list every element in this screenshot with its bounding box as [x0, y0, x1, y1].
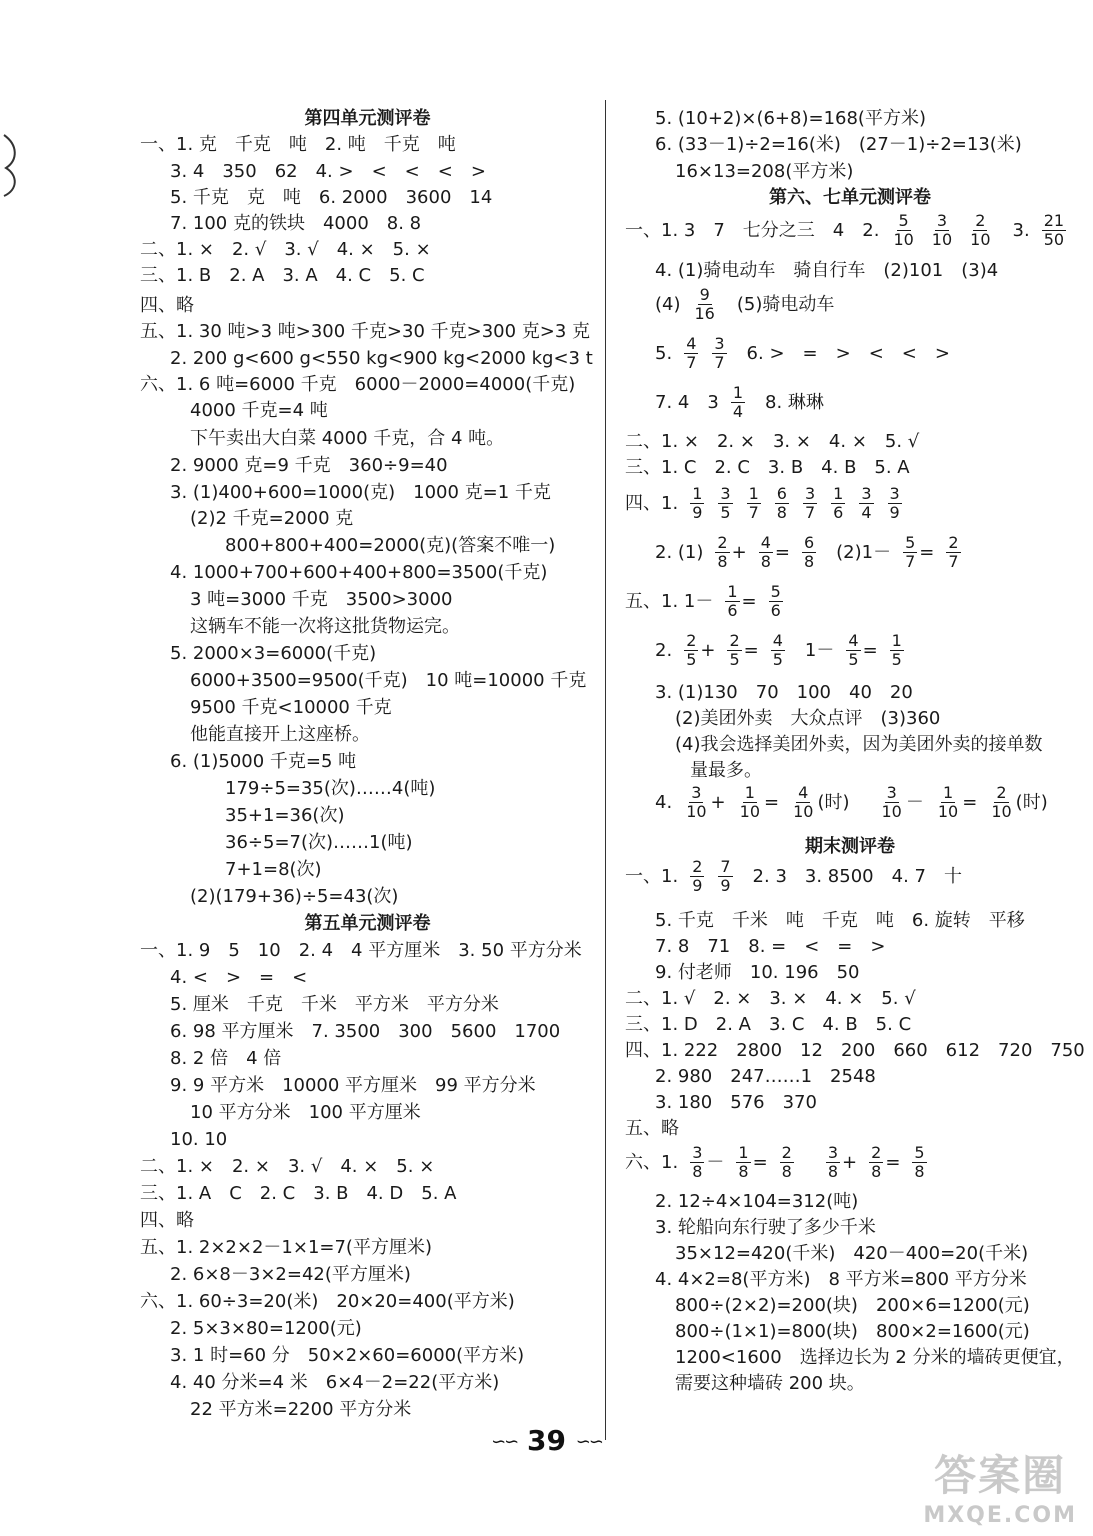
- right-column-answer-line: 35×12=420(千米) 420－400=20(千米): [675, 1243, 1029, 1264]
- answer-text: =: [743, 639, 759, 661]
- fraction-numerator: 5: [770, 582, 781, 601]
- fraction: [891, 212, 915, 250]
- fraction-denominator: 10: [970, 230, 991, 250]
- fraction-denominator: 7: [714, 353, 725, 373]
- left-column-answer-line: 36÷5=7(次)……1(吨): [225, 832, 413, 853]
- left-column-answer-line: 10 平方分米 100 平方厘米: [190, 1102, 421, 1123]
- fraction: [769, 583, 783, 621]
- answer-text: 2. (1): [655, 541, 704, 563]
- right-column-answer-line-with-fractions: [625, 1144, 929, 1182]
- answer-text: －: [905, 791, 924, 813]
- fraction-numerator: 1: [692, 484, 703, 503]
- fraction: [718, 485, 732, 523]
- fraction-numerator: 1: [744, 783, 755, 802]
- fraction: [968, 212, 992, 250]
- fraction: [718, 858, 732, 896]
- fraction-denominator: 6: [727, 601, 738, 621]
- answer-text: [796, 1152, 814, 1173]
- watermark-line1: 答案圈: [934, 1451, 1067, 1500]
- answer-text: (2)1－: [818, 541, 892, 563]
- fraction-numerator: 1: [891, 631, 902, 650]
- fraction: [715, 534, 729, 572]
- fraction-denominator: 8: [827, 1162, 839, 1182]
- answer-text: 4.: [655, 791, 673, 813]
- fraction-denominator: 7: [948, 552, 959, 572]
- fraction-numerator: 2: [975, 211, 986, 230]
- answer-text: 7. 4 3: [655, 391, 719, 413]
- answer-text: =: [741, 590, 757, 612]
- answer-text: (5)骑电动车: [718, 293, 835, 315]
- left-column-answer-line: 9. 9 平方米 10000 平方厘米 99 平方分米: [170, 1075, 536, 1096]
- right-column-answer-line-with-fractions: [655, 335, 950, 373]
- left-column-section-title: 第四单元测评卷: [304, 108, 431, 129]
- fraction: [690, 858, 704, 896]
- right-column-answer-line: 2. 12÷4×104=312(吨): [655, 1191, 859, 1212]
- left-column-answer-line: 4. 1000+700+600+400+800=3500(千克): [170, 562, 548, 583]
- fraction: [912, 1144, 926, 1182]
- page-number: 39: [527, 1424, 566, 1457]
- fraction-numerator: 3: [720, 484, 731, 503]
- fraction-numerator: 2: [996, 783, 1007, 802]
- left-column-answer-line: 8. 2 倍 4 倍: [170, 1048, 282, 1069]
- column-divider: [605, 100, 606, 1440]
- right-column-answer-line: 16×13=208(平方米): [675, 161, 854, 182]
- left-column-answer-line: 四、略: [140, 295, 194, 316]
- fraction: [775, 485, 789, 523]
- right-column-answer-line: 5. 千克 千米 吨 千克 吨 6. 旋转 平移: [655, 910, 1025, 931]
- fraction-numerator: 1: [942, 783, 954, 802]
- fraction-numerator: 4: [772, 631, 783, 650]
- left-column-answer-line: 三、1. B 2. A 3. A 4. C 5. C: [140, 265, 425, 286]
- fraction-denominator: 4: [861, 503, 872, 523]
- left-column-answer-line: 2. 5×3×80=1200(元): [170, 1318, 362, 1339]
- fraction: [1042, 212, 1066, 250]
- fraction: [859, 485, 873, 523]
- fraction-numerator: 3: [889, 484, 900, 503]
- fraction-numerator: 21: [1043, 211, 1065, 230]
- fraction-denominator: 7: [748, 503, 759, 523]
- left-column-answer-line: 4000 千克=4 吨: [190, 400, 328, 421]
- fraction: [771, 632, 785, 670]
- fraction: [826, 1144, 840, 1182]
- answer-text: 5.: [655, 342, 673, 364]
- answer-text: =: [862, 639, 878, 661]
- left-column-answer-line: 2. 9000 克=9 千克 360÷9=40: [170, 455, 448, 476]
- left-column-answer-line: 5. 千克 克 吨 6. 2000 3600 14: [170, 187, 493, 208]
- left-column-answer-line: 22 平方米=2200 平方分米: [190, 1399, 412, 1420]
- fraction-denominator: 9: [692, 503, 703, 523]
- left-column-answer-line: 4. < > = <: [170, 967, 308, 988]
- fraction-numerator: 6: [803, 533, 815, 552]
- fraction-numerator: 4: [686, 334, 697, 353]
- fraction-numerator: 6: [776, 484, 787, 503]
- answer-text: －: [706, 1151, 725, 1173]
- answer-text: 五、1. 1－: [625, 590, 714, 612]
- answer-text: +: [700, 639, 716, 661]
- fraction-denominator: 9: [889, 503, 900, 523]
- fraction-denominator: 10: [893, 230, 914, 250]
- fraction-denominator: 5: [720, 503, 731, 523]
- right-column-answer-line: (4)我会选择美团外卖，因为美团外卖的接单数: [675, 734, 1043, 755]
- right-column-answer-line-with-fractions: [655, 534, 963, 572]
- fraction-numerator: 4: [760, 533, 771, 552]
- watermark-line2: MXQE.COM: [923, 1503, 1077, 1528]
- left-column-answer-line: 2. 6×8－3×2=42(平方厘米): [170, 1264, 411, 1285]
- fraction-denominator: 10: [937, 802, 959, 822]
- answer-text: =: [962, 791, 978, 813]
- right-column-answer-line-with-fractions: [625, 485, 904, 523]
- fraction: [869, 1144, 883, 1182]
- left-column-answer-line: 6. (1)5000 千克=5 吨: [170, 751, 357, 772]
- right-column-answer-line: 6. (33－1)÷2=16(米) (27－1)÷2=13(米): [655, 134, 1022, 155]
- left-column-answer-line: 六、1. 60÷3=20(米) 20×20=400(平方米): [140, 1291, 515, 1312]
- right-column-answer-line-with-fractions: [655, 784, 1048, 822]
- fraction: [930, 212, 954, 250]
- fraction-numerator: 5: [898, 211, 909, 230]
- right-column-answer-line: 800÷(2×2)=200(块) 200×6=1200(元): [675, 1295, 1030, 1316]
- left-column-answer-line: 10. 10: [170, 1129, 228, 1150]
- fraction-numerator: 2: [692, 857, 703, 876]
- left-column-answer-line: 一、1. 9 5 10 2. 4 4 平方厘米 3. 50 平方分米: [140, 940, 582, 961]
- fraction-denominator: 8: [803, 552, 815, 572]
- fraction: [727, 632, 741, 670]
- right-column-answer-line-with-fractions: [625, 583, 785, 621]
- right-column-section-title: 第六、七单元测评卷: [769, 187, 931, 208]
- right-column-answer-line: 五、略: [625, 1118, 679, 1139]
- right-column-answer-line-with-fractions: [655, 286, 834, 324]
- footer-ornament-left: ∽∽: [491, 1431, 518, 1453]
- answer-text: +: [842, 1151, 858, 1173]
- fraction: [684, 335, 698, 373]
- fraction-numerator: 3: [692, 1143, 703, 1162]
- fraction-numerator: 3: [936, 211, 948, 230]
- left-column-answer-line: 4. 40 分米=4 米 6×4－2=22(平方米): [170, 1372, 500, 1393]
- fraction-denominator: 5: [729, 650, 740, 670]
- fraction-denominator: 6: [770, 601, 781, 621]
- left-column-answer-line: 三、1. A C 2. C 3. B 4. D 5. A: [140, 1183, 457, 1204]
- fraction-denominator: 10: [686, 802, 707, 822]
- watermark-logo: [923, 1443, 1077, 1528]
- fraction: [880, 784, 904, 822]
- fraction: [690, 1144, 704, 1182]
- fraction-denominator: 7: [686, 353, 697, 373]
- answer-text: (时): [817, 791, 868, 813]
- fraction-denominator: 8: [914, 1162, 925, 1182]
- answer-text: =: [752, 1151, 768, 1173]
- fraction: [936, 784, 960, 822]
- left-column-answer-line: 800+800+400=2000(克)(答案不唯一): [225, 535, 556, 556]
- fraction: [803, 485, 817, 523]
- left-column-answer-line: 3 吨=3000 千克 3500>3000: [190, 589, 453, 610]
- binding-mark-icon: [0, 130, 22, 200]
- right-column-answer-line: (2)美团外卖 大众点评 (3)360: [675, 708, 941, 729]
- left-column-answer-line: 6000+3500=9500(千克) 10 吨=10000 千克: [190, 670, 587, 691]
- fraction-numerator: 3: [827, 1143, 839, 1162]
- fraction-numerator: 2: [717, 533, 728, 552]
- answer-text: +: [710, 791, 726, 813]
- fraction: [846, 632, 860, 670]
- fraction-denominator: 8: [738, 1162, 749, 1182]
- right-column-answer-line: 二、1. × 2. × 3. × 4. × 5. √: [625, 431, 920, 452]
- left-column-answer-line: 3. 1 时=60 分 50×2×60=6000(平方米): [170, 1345, 525, 1366]
- fraction-numerator: 3: [714, 334, 725, 353]
- fraction: [747, 485, 761, 523]
- fraction-denominator: 9: [720, 876, 731, 896]
- right-column-answer-line: 量最多。: [690, 760, 762, 781]
- fraction-denominator: 10: [931, 230, 953, 250]
- fraction-numerator: 7: [720, 857, 731, 876]
- fraction: [731, 384, 745, 422]
- fraction: [738, 784, 762, 822]
- left-column-answer-line: 179÷5=35(次)……4(吨): [225, 778, 436, 799]
- fraction-denominator: 8: [781, 1162, 792, 1182]
- fraction-numerator: 4: [798, 783, 809, 802]
- fraction: [780, 1144, 794, 1182]
- right-column-answer-line: 三、1. C 2. C 3. B 4. B 5. A: [625, 457, 910, 478]
- fraction-denominator: 4: [732, 402, 743, 422]
- right-column-answer-line: 三、1. D 2. A 3. C 4. B 5. C: [625, 1014, 912, 1035]
- left-column-answer-line: 2. 200 g<600 g<550 kg<900 kg<2000 kg<3 t: [170, 348, 593, 369]
- left-column-answer-line: 35+1=36(次): [225, 805, 345, 826]
- fraction-numerator: 5: [905, 533, 916, 552]
- answer-text: 一、1. 3 7 七分之三 4 2.: [625, 219, 880, 241]
- left-column-answer-line: 二、1. × 2. × 3. √ 4. × 5. ×: [140, 1156, 435, 1177]
- right-column-answer-line: 9. 付老师 10. 196 50: [655, 962, 860, 983]
- fraction-denominator: 6: [833, 503, 844, 523]
- left-column-answer-line: (2)2 千克=2000 克: [190, 508, 354, 529]
- left-column-answer-line: (2)(179+36)÷5=43(次): [190, 886, 399, 907]
- answer-text: 3.: [994, 219, 1030, 241]
- left-column-answer-line: 6. 98 平方厘米 7. 3500 300 5600 1700: [170, 1021, 561, 1042]
- fraction: [890, 632, 904, 670]
- answer-text: =: [764, 791, 780, 813]
- fraction: [684, 784, 708, 822]
- answer-text: =: [774, 541, 790, 563]
- fraction-denominator: 10: [793, 802, 814, 822]
- right-column-answer-line: 4. 4×2=8(平方米) 8 平方米=800 平方分米: [655, 1269, 1027, 1290]
- left-column-answer-line: 9500 千克<10000 千克: [190, 697, 392, 718]
- fraction-denominator: 10: [881, 802, 902, 822]
- fraction: [903, 534, 917, 572]
- left-column-answer-line: 下午卖出大白菜 4000 千克，合 4 吨。: [190, 428, 505, 449]
- right-column-answer-line: 3. 轮船向东行驶了多少千米: [655, 1217, 876, 1238]
- fraction-denominator: 5: [772, 650, 783, 670]
- right-column-answer-line: 7. 8 71 8. = < = >: [655, 936, 886, 957]
- right-column-answer-line: 3. (1)130 70 100 40 20: [655, 682, 913, 703]
- right-column-answer-line-with-fractions: [655, 632, 906, 670]
- right-column-answer-line: 4. (1)骑电动车 骑自行车 (2)101 (3)4: [655, 260, 999, 281]
- answer-text: (时): [1015, 791, 1048, 813]
- answer-text: 六、1.: [625, 1151, 679, 1173]
- fraction: [736, 1144, 750, 1182]
- fraction-numerator: 3: [691, 783, 702, 802]
- answer-text: 一、1.: [625, 865, 679, 887]
- left-column-section-title: 第五单元测评卷: [304, 913, 431, 934]
- fraction-denominator: 5: [891, 650, 902, 670]
- fraction-denominator: 8: [692, 1162, 703, 1182]
- fraction-numerator: 1: [727, 582, 738, 601]
- fraction: [684, 632, 698, 670]
- right-column-answer-line: 1200<1600 选择边长为 2 分米的墙砖更便宜，: [675, 1347, 1075, 1368]
- fraction-numerator: 2: [948, 533, 959, 552]
- fraction-denominator: 7: [804, 503, 816, 523]
- fraction-denominator: 5: [686, 650, 697, 670]
- fraction-denominator: 50: [1043, 230, 1065, 250]
- answer-text: 1－: [786, 639, 835, 661]
- fraction-numerator: 2: [871, 1143, 882, 1162]
- fraction: [712, 335, 726, 373]
- right-column-answer-line: 需要这种墙砖 200 块。: [675, 1373, 865, 1394]
- answer-text: 8. 琳琳: [747, 391, 824, 413]
- fraction-numerator: 1: [833, 484, 844, 503]
- right-column-answer-line-with-fractions: [625, 212, 1068, 250]
- fraction: [759, 534, 773, 572]
- fraction-denominator: 8: [717, 552, 728, 572]
- left-column-answer-line: 5. 2000×3=6000(千克): [170, 643, 377, 664]
- answer-text: =: [919, 541, 935, 563]
- fraction-numerator: 2: [686, 631, 697, 650]
- answer-text: 四、1.: [625, 492, 679, 514]
- left-column-answer-line: 五、1. 30 吨>3 吨>300 千克>30 千克>300 克>3 克: [140, 321, 591, 342]
- right-column-answer-line: 800÷(1×1)=800(块) 800×2=1600(元): [675, 1321, 1030, 1342]
- right-column-answer-line: 2. 980 247……1 2548: [655, 1066, 876, 1087]
- answer-text: 2. 3 3. 8500 4. 7 十: [734, 865, 962, 887]
- fraction-numerator: 5: [914, 1143, 925, 1162]
- fraction-numerator: 3: [886, 783, 897, 802]
- fraction-numerator: 1: [732, 383, 743, 402]
- answer-text: =: [885, 1151, 901, 1173]
- left-column-answer-line: 3. 4 350 62 4. > < < < >: [170, 161, 486, 182]
- answer-text: 2.: [655, 639, 673, 661]
- fraction-denominator: 8: [871, 1162, 882, 1182]
- fraction-numerator: 2: [781, 1143, 792, 1162]
- fraction: [725, 583, 739, 621]
- left-column-answer-line: 五、1. 2×2×2－1×1=7(平方厘米): [140, 1237, 432, 1258]
- fraction-numerator: 2: [729, 631, 740, 650]
- answer-text: 6. > = > < < >: [728, 342, 950, 364]
- fraction-denominator: 5: [848, 650, 859, 670]
- fraction-numerator: 1: [748, 484, 759, 503]
- fraction-numerator: 3: [804, 484, 816, 503]
- right-column-answer-line-with-fractions: [655, 384, 824, 422]
- fraction-denominator: 10: [739, 802, 760, 822]
- left-column-answer-line: 六、1. 6 吨=6000 千克 6000－2000=4000(千克): [140, 374, 576, 395]
- right-column-answer-line: 5. (10+2)×(6+8)=168(平方米): [655, 108, 926, 129]
- left-column-answer-line: 二、1. × 2. √ 3. √ 4. × 5. ×: [140, 239, 431, 260]
- fraction-denominator: 8: [760, 552, 771, 572]
- fraction-denominator: 10: [991, 802, 1012, 822]
- fraction: [802, 534, 816, 572]
- fraction-numerator: 1: [738, 1143, 749, 1162]
- fraction: [690, 485, 704, 523]
- fraction-denominator: 16: [694, 304, 715, 324]
- right-column-answer-line-with-fractions: [625, 858, 962, 896]
- left-column-answer-line: 3. (1)400+600=1000(克) 1000 克=1 千克: [170, 482, 551, 503]
- left-column-answer-line: 7+1=8(次): [225, 859, 322, 880]
- fraction: [693, 286, 717, 324]
- left-column-answer-line: 这辆车不能一次将这批货物运完。: [190, 616, 460, 637]
- footer-ornament-right: ∽∽: [575, 1431, 602, 1453]
- fraction: [831, 485, 845, 523]
- answer-text: +: [731, 541, 747, 563]
- right-column-answer-line: 3. 180 576 370: [655, 1092, 817, 1113]
- fraction-numerator: 9: [699, 285, 710, 304]
- fraction-denominator: 9: [692, 876, 703, 896]
- fraction: [989, 784, 1013, 822]
- fraction: [888, 485, 902, 523]
- right-column-answer-line: 四、1. 222 2800 12 200 660 612 720 750: [625, 1040, 1085, 1061]
- fraction: [791, 784, 815, 822]
- left-column-answer-line: 四、略: [140, 1210, 194, 1231]
- fraction-numerator: 3: [861, 484, 872, 503]
- left-column-answer-line: 一、1. 克 千克 吨 2. 吨 千克 吨: [140, 134, 456, 155]
- fraction-denominator: 8: [776, 503, 787, 523]
- answer-text: (4): [655, 293, 681, 315]
- left-column-answer-line: 7. 100 克的铁块 4000 8. 8: [170, 213, 422, 234]
- left-column-answer-line: 他能直接开上这座桥。: [190, 724, 370, 745]
- right-column-answer-line: 二、1. √ 2. × 3. × 4. × 5. √: [625, 988, 916, 1009]
- right-column-section-title: 期末测评卷: [805, 836, 895, 857]
- fraction-numerator: 4: [848, 631, 859, 650]
- fraction: [946, 534, 960, 572]
- left-column-answer-line: 5. 厘米 千克 千米 平方米 平方分米: [170, 994, 499, 1015]
- fraction-denominator: 7: [905, 552, 916, 572]
